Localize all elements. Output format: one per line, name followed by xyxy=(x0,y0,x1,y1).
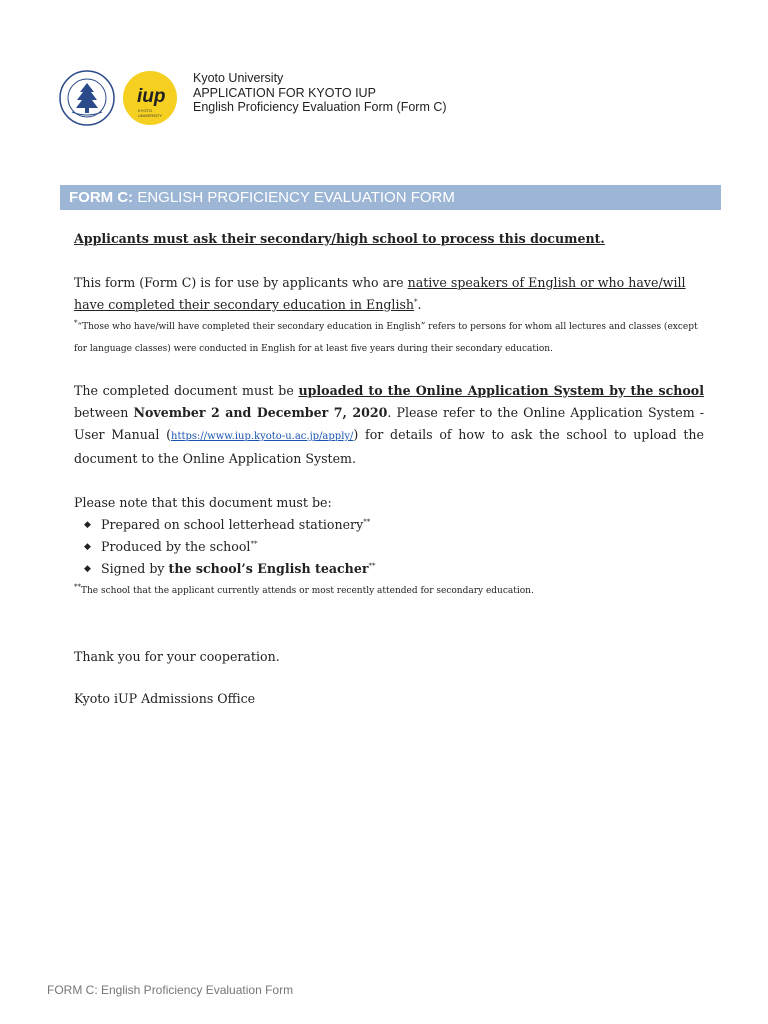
bullet-footnote-mark: ** xyxy=(250,539,258,548)
p2-dates: November 2 and December 7, 2020 xyxy=(133,405,388,420)
requirements-list xyxy=(74,514,704,580)
footnote-1-mark: * xyxy=(74,319,78,327)
footnote-2-mark: ** xyxy=(74,583,81,591)
p2-between: between xyxy=(74,405,134,420)
paragraph-requirements: Please note that this document must be: xyxy=(74,495,332,510)
form-title-banner xyxy=(60,185,721,210)
paragraph-eligibility xyxy=(74,272,704,316)
list-item xyxy=(74,558,704,580)
bullet-bold-text: the school’s English teacher xyxy=(168,561,369,576)
thanks-line: Thank you for your cooperation. xyxy=(74,649,280,664)
form-title-bold: FORM C: xyxy=(69,189,134,206)
footnote-2-text: The school that the applicant currently attends or most recently attended for secondary education. xyxy=(81,586,534,596)
p1-footnote-mark: * xyxy=(414,297,418,306)
diamond-bullet-icon: ◆ xyxy=(84,564,91,574)
bullet-footnote-mark: ** xyxy=(368,561,376,570)
bullet-text: Prepared on school letterhead stationery xyxy=(101,517,364,532)
svg-text:UNIVERSITY: UNIVERSITY xyxy=(138,113,163,118)
bullet-text: Produced by the school xyxy=(101,539,251,554)
notice xyxy=(74,228,704,250)
p1-period: . xyxy=(417,297,422,312)
page-footer: FORM C: English Proficiency Evaluation Form xyxy=(47,983,294,997)
header-form-name: English Proficiency Evaluation Form (Form C) xyxy=(193,100,447,114)
footnote-1-text: “Those who have/will have completed their secondary education in English” refers to persons for whom all lectures and classes (except for language classes) were conducted in English for at least five years during their secondary education. xyxy=(74,322,698,354)
form-title-rest: ENGLISH PROFICIENCY EVALUATION FORM xyxy=(133,189,455,206)
list-item xyxy=(74,536,704,558)
diamond-bullet-icon: ◆ xyxy=(84,542,91,552)
header-text xyxy=(193,71,447,115)
logos xyxy=(58,70,183,126)
list-item xyxy=(74,514,704,536)
office-signature: Kyoto iUP Admissions Office xyxy=(74,691,256,706)
apply-link[interactable]: https://www.iup.kyoto-u.ac.jp/apply/ xyxy=(171,431,354,442)
p1-underlined: native speakers of English or who have/will have completed their secondary education in English xyxy=(74,275,686,312)
header-university: Kyoto University xyxy=(193,71,284,85)
footnote-1 xyxy=(74,316,704,360)
svg-text:iup: iup xyxy=(137,86,166,107)
p2-lead: The completed document must be xyxy=(74,383,299,398)
paragraph-upload xyxy=(74,380,704,470)
notice-text: Applicants must ask their secondary/high school to process this document. xyxy=(74,231,605,246)
bullet-footnote-mark: ** xyxy=(363,517,371,526)
header-application: APPLICATION FOR KYOTO IUP xyxy=(193,85,376,100)
document-body xyxy=(74,228,704,710)
footnote-2 xyxy=(74,580,704,602)
svg-text:KYOTO: KYOTO xyxy=(138,108,152,113)
kyoto-university-seal-icon xyxy=(58,70,183,126)
p2-upload-emphasis: uploaded to the Online Application System by the school xyxy=(298,383,704,398)
p2-details: ) for details of how to ask the school to upload the document to the Online Application System. xyxy=(74,427,704,466)
diamond-bullet-icon: ◆ xyxy=(84,520,91,530)
form-title xyxy=(69,189,455,206)
p1-lead: This form (Form C) is for use by applicants who are xyxy=(74,275,408,290)
p2-manual: . Please refer to the Online Application System - User Manual ( xyxy=(74,405,704,442)
bullet-text: Signed by xyxy=(101,561,169,576)
